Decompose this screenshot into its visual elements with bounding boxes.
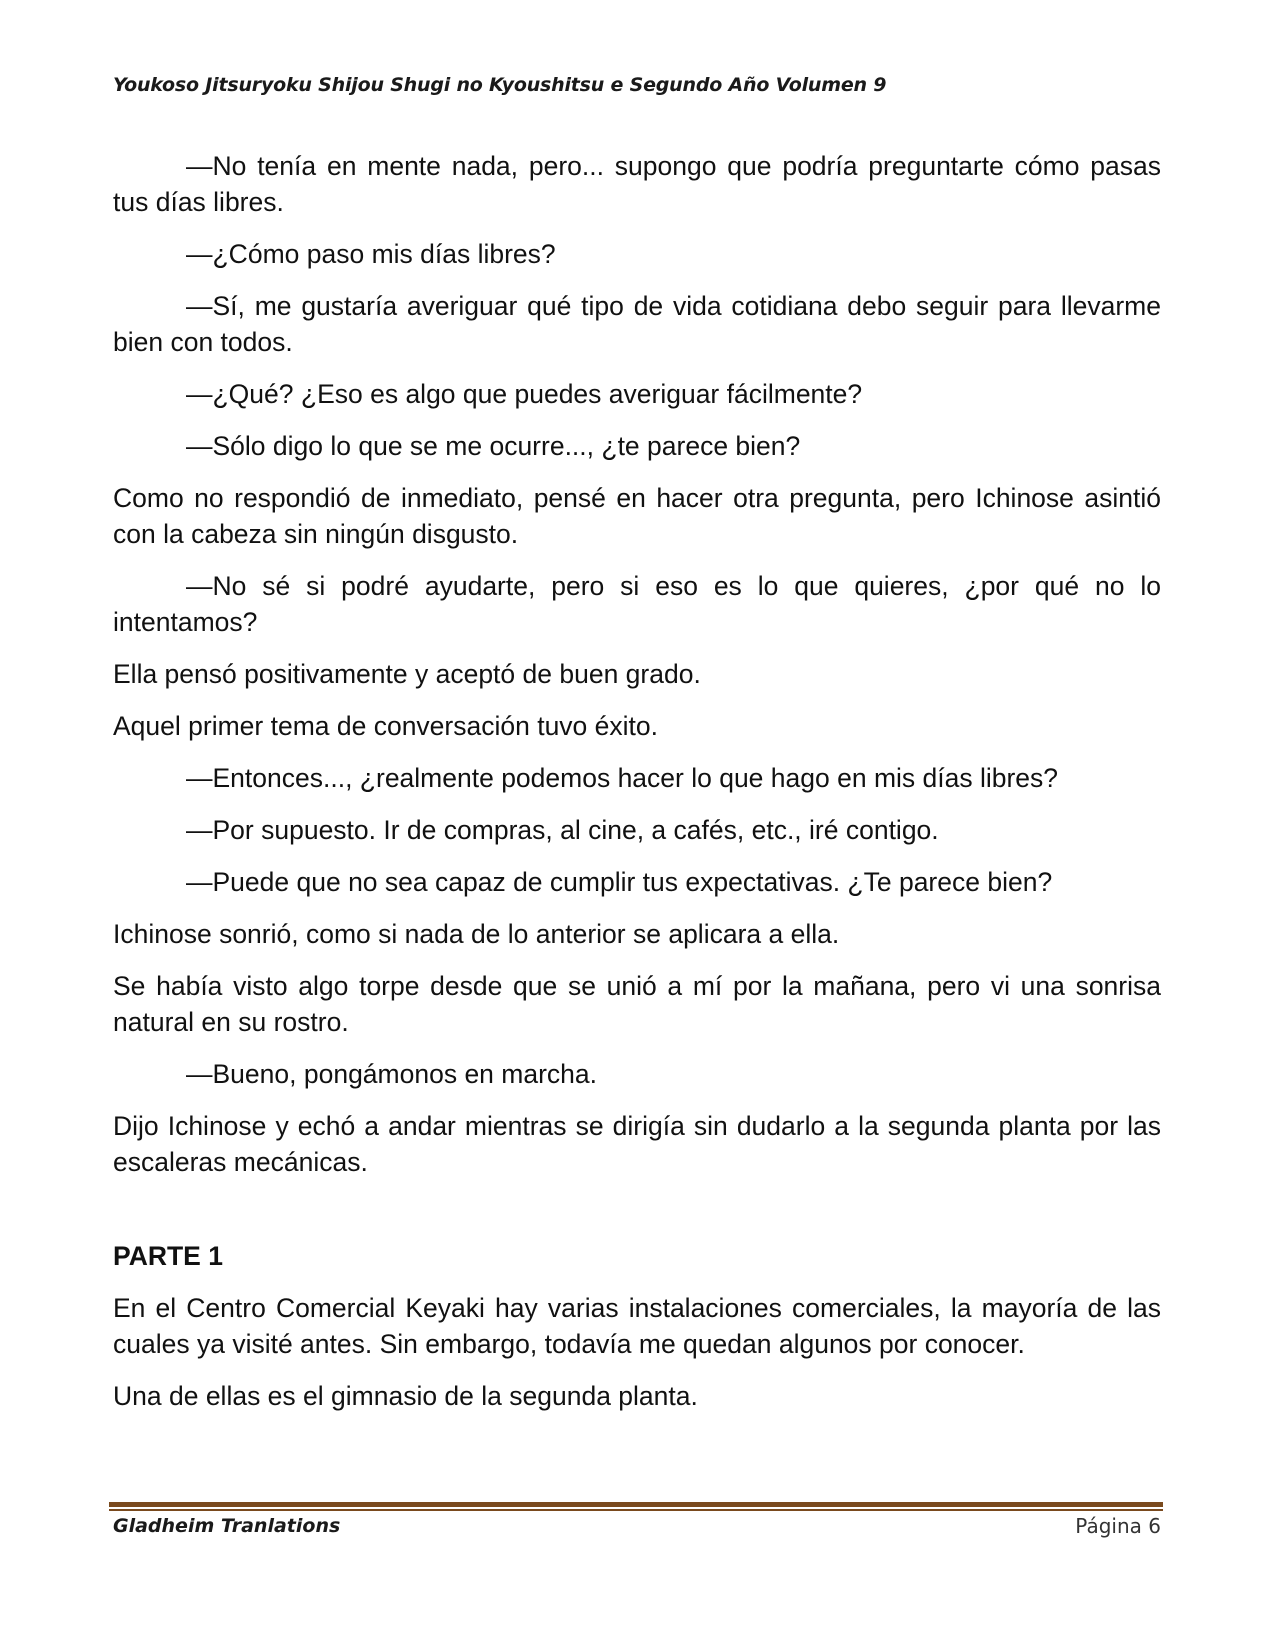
- section-heading: PARTE 1: [113, 1241, 223, 1271]
- narrative-paragraph: Ella pensó positivamente y aceptó de buen grado.: [113, 659, 701, 689]
- narrative-paragraph: Una de ellas es el gimnasio de la segunda planta.: [113, 1381, 698, 1411]
- footer-divider-thin-line: [109, 1509, 1163, 1511]
- dialog-paragraph: —Sólo digo lo que se me ocurre..., ¿te parece bien?: [186, 431, 801, 461]
- narrative-paragraph: Se había visto algo torpe desde que se unió a mí por la mañana, pero vi una sonrisa natural en su rostro.: [113, 971, 1161, 1037]
- dialog-paragraph: —Por supuesto. Ir de compras, al cine, a cafés, etc., iré contigo.: [186, 815, 939, 845]
- narrative-paragraph: Ichinose sonrió, como si nada de lo anterior se aplicara a ella.: [113, 919, 840, 949]
- dialog-paragraph: —¿Qué? ¿Eso es algo que puedes averiguar fácilmente?: [186, 379, 863, 409]
- page-body: [113, 148, 1161, 1414]
- dialog-paragraph: —Puede que no sea capaz de cumplir tus expectativas. ¿Te parece bien?: [186, 867, 1053, 897]
- page-number: 6: [1148, 1514, 1161, 1538]
- narrative-paragraph: En el Centro Comercial Keyaki hay varias instalaciones comerciales, la mayoría de las cuales ya visité antes. Sin embargo, todavía me quedan algunos por conocer.: [113, 1293, 1161, 1359]
- dialog-paragraph: —Bueno, pongámonos en marcha.: [186, 1059, 598, 1089]
- running-header: Youkoso Jitsuryoku Shijou Shugi no Kyoushitsu e Segundo Año Volumen 9: [113, 74, 887, 96]
- footer-credit: Gladheim Tranlations: [113, 1515, 341, 1537]
- dialog-paragraph: —Entonces..., ¿realmente podemos hacer lo que hago en mis días libres?: [186, 763, 1059, 793]
- dialog-paragraph: —¿Cómo paso mis días libres?: [186, 239, 556, 269]
- page-label: Página: [1075, 1514, 1142, 1538]
- narrative-paragraph: Como no respondió de inmediato, pensé en hacer otra pregunta, pero Ichinose asintió con la cabeza sin ningún disgusto.: [113, 483, 1161, 549]
- narrative-paragraph: Dijo Ichinose y echó a andar mientras se dirigía sin dudarlo a la segunda planta por las escaleras mecánicas.: [113, 1111, 1161, 1177]
- dialog-paragraph: —No tenía en mente nada, pero... supongo que podría preguntarte cómo pasas tus días libres.: [113, 151, 1161, 217]
- footer-divider: [109, 1502, 1163, 1511]
- page-number-block: [1075, 1514, 1161, 1538]
- dialog-paragraph: —Sí, me gustaría averiguar qué tipo de vida cotidiana debo seguir para llevarme bien con todos.: [113, 291, 1161, 357]
- dialog-paragraph: —No sé si podré ayudarte, pero si eso es lo que quieres, ¿por qué no lo intentamos?: [113, 571, 1161, 637]
- narrative-paragraph: Aquel primer tema de conversación tuvo éxito.: [113, 711, 658, 741]
